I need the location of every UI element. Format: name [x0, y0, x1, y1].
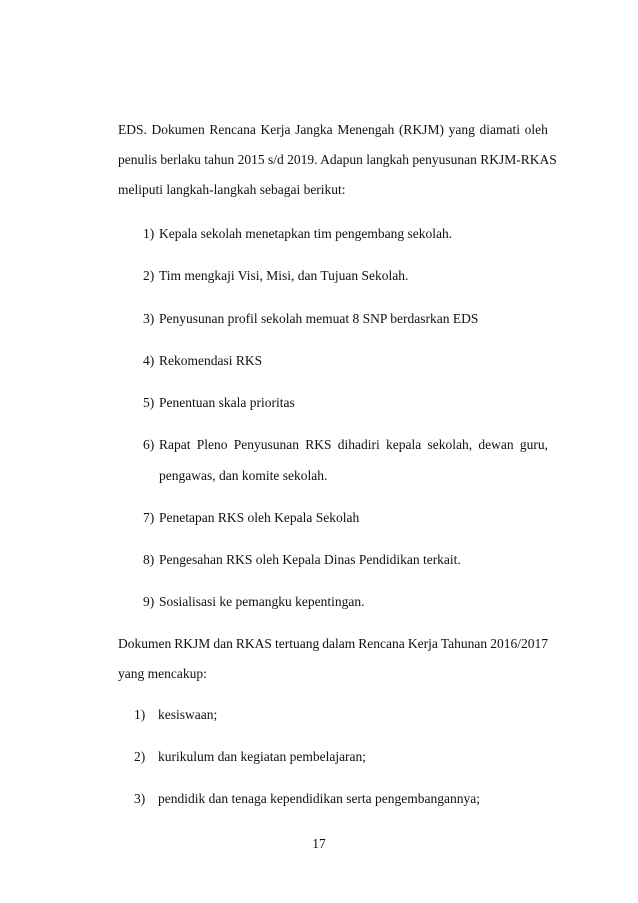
paragraph2-line1: [118, 636, 548, 652]
step-9-text: Sosialisasi ke pemangku kepentingan.: [159, 594, 365, 609]
word: Dokumen: [118, 636, 172, 651]
word: RKS: [305, 437, 332, 452]
word: Pleno: [196, 437, 228, 452]
paragraph1-line3: meliputi langkah-langkah sebagai berikut:: [118, 182, 346, 197]
word: Rencana: [209, 122, 256, 137]
item-3-number: 3): [134, 791, 146, 806]
word: RKJM: [174, 636, 211, 651]
item-1-number: 1): [134, 707, 146, 722]
word: 2016/2017: [490, 636, 548, 651]
step-7-text: Penetapan RKS oleh Kepala Sekolah: [159, 510, 360, 525]
word: yang: [448, 122, 475, 137]
word: RKAS: [235, 636, 272, 651]
step-6-text-line1: [159, 437, 548, 453]
word: Penyusunan: [233, 437, 300, 452]
step-5-number: 5): [143, 395, 155, 410]
item-3-text: pendidik dan tenaga kependidikan serta pengembangannya;: [158, 791, 481, 806]
word: dalam: [322, 636, 356, 651]
paragraph2-line2: yang mencakup:: [118, 666, 207, 681]
word: Jangka: [295, 122, 333, 137]
step-7-number: 7): [143, 510, 155, 525]
word: Rencana: [358, 636, 405, 651]
item-1-text: kesiswaan;: [158, 707, 218, 722]
word: EDS.: [118, 122, 147, 137]
step-2-text: Tim mengkaji Visi, Misi, dan Tujuan Sekolah.: [159, 268, 409, 283]
paragraph1-line2: penulis berlaku tahun 2015 s/d 2019. Adapun langkah penyusunan RKJM-RKAS: [118, 152, 557, 167]
step-4-text: Rekomendasi RKS: [159, 353, 263, 368]
page-number: 17: [312, 836, 326, 851]
word: kepala: [386, 437, 422, 452]
word: dihadiri: [337, 437, 380, 452]
word: dan: [213, 636, 233, 651]
step-3-text: Penyusunan profil sekolah memuat 8 SNP berdasrkan EDS: [159, 311, 479, 326]
step-5-text: Penentuan skala prioritas: [159, 395, 295, 410]
word: diamati: [479, 122, 520, 137]
word: oleh: [524, 122, 548, 137]
word: guru,: [519, 437, 548, 452]
step-1-text: Kepala sekolah menetapkan tim pengembang sekolah.: [159, 226, 453, 241]
word: sekolah,: [427, 437, 473, 452]
item-2-text: kurikulum dan kegiatan pembelajaran;: [158, 749, 367, 764]
step-8-text: Pengesahan RKS oleh Kepala Dinas Pendidikan terkait.: [159, 552, 461, 567]
step-8-number: 8): [143, 552, 155, 567]
step-6-text-line2: pengawas, dan komite sekolah.: [159, 468, 328, 483]
word: Rapat: [159, 437, 191, 452]
step-2-number: 2): [143, 268, 155, 283]
step-6-number: 6): [143, 437, 155, 452]
word: Dokumen: [151, 122, 205, 137]
word: (RKJM): [398, 122, 444, 137]
step-3-number: 3): [143, 311, 155, 326]
step-9-number: 9): [143, 594, 155, 609]
item-2-number: 2): [134, 749, 146, 764]
word: Menengah: [337, 122, 395, 137]
word: Kerja: [407, 636, 438, 651]
word: Tahunan: [440, 636, 488, 651]
step-4-number: 4): [143, 353, 155, 368]
word: dewan: [478, 437, 514, 452]
word: Kerja: [260, 122, 291, 137]
word: tertuang: [274, 636, 320, 651]
paragraph1-line1: [118, 122, 548, 138]
step-1-number: 1): [143, 226, 155, 241]
